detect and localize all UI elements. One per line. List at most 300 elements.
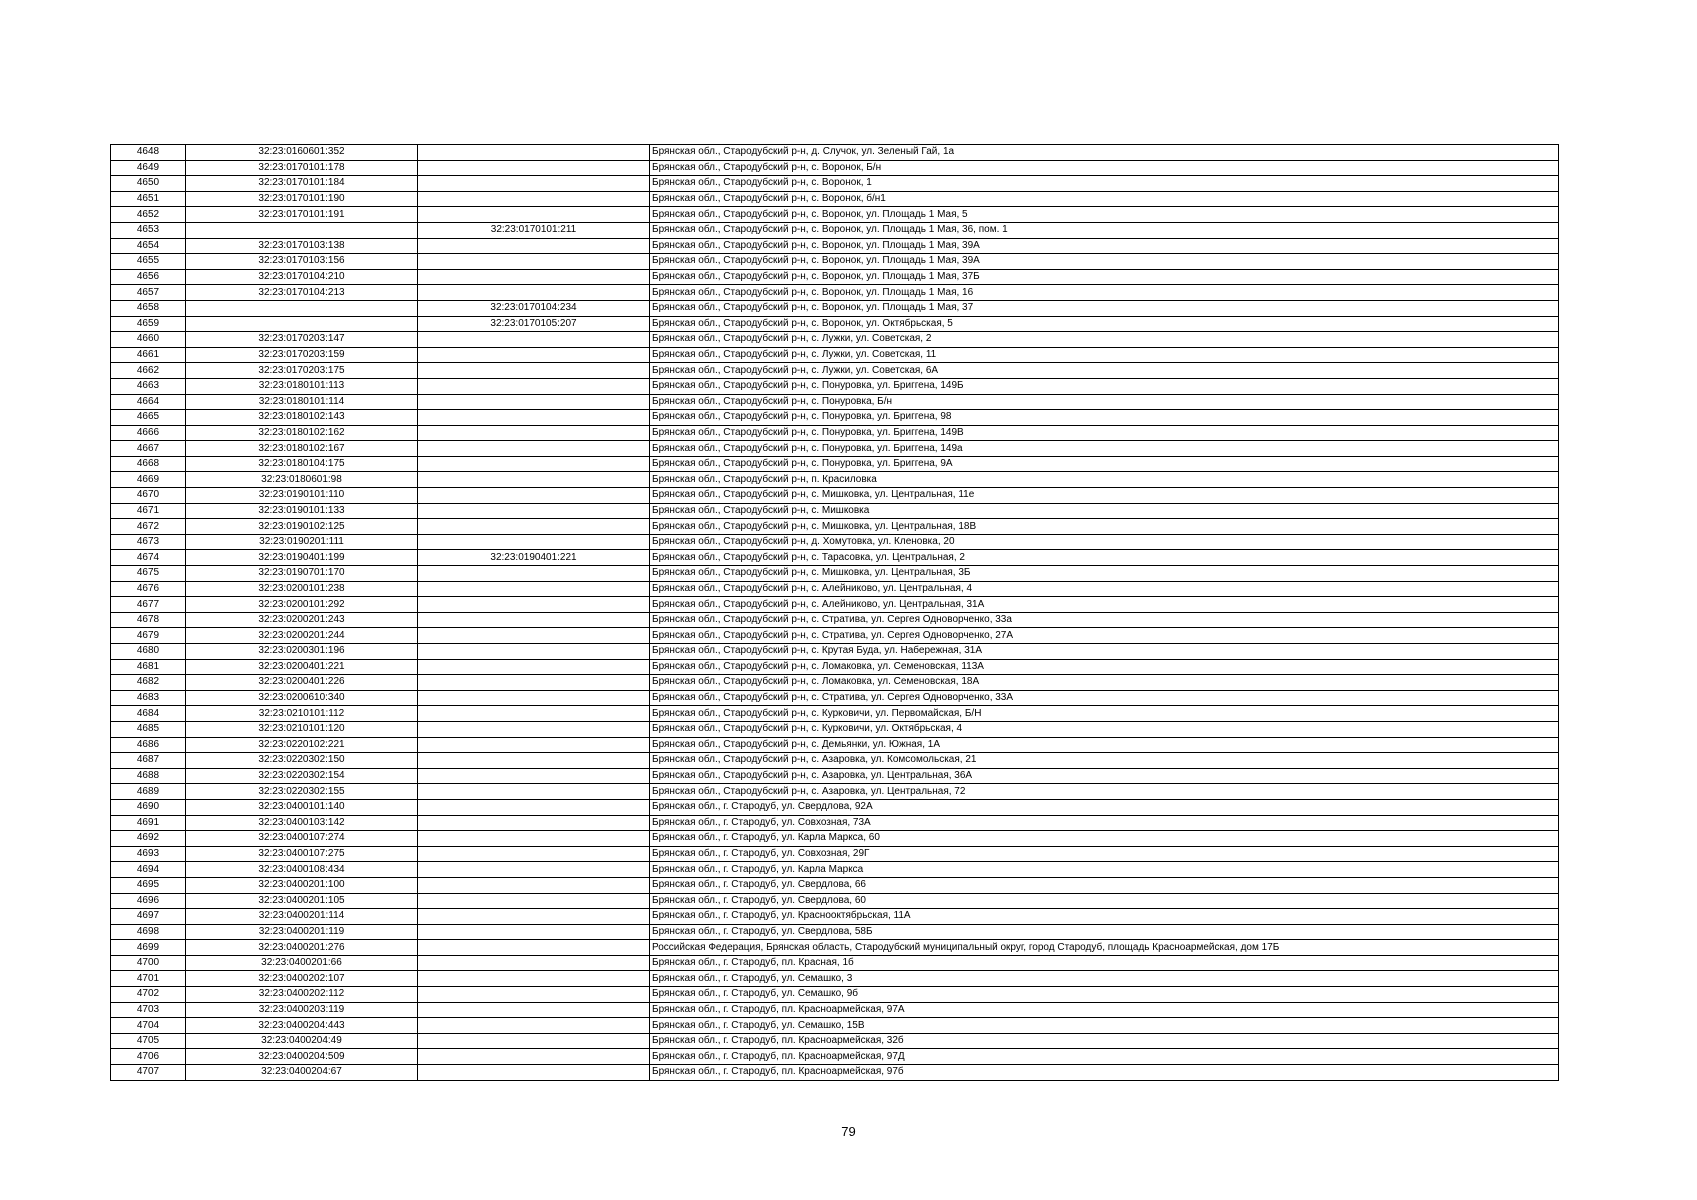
- row-number-cell: 4676: [111, 581, 186, 597]
- cadastral-number-cell: 32:23:0180102:143: [186, 410, 418, 426]
- table-row: [111, 1018, 1559, 1034]
- row-number-cell: 4679: [111, 628, 186, 644]
- table-row: [111, 924, 1559, 940]
- address-cell: Брянская обл., г. Стародуб, пл. Красноармейская, 32б: [650, 1033, 1559, 1049]
- related-cadastral-number-cell: [418, 207, 650, 223]
- row-number-cell: 4686: [111, 737, 186, 753]
- address-cell: Брянская обл., г. Стародуб, ул. Совхозная, 29Г: [650, 846, 1559, 862]
- row-number-cell: 4653: [111, 222, 186, 238]
- cadastral-number-cell: 32:23:0400203:119: [186, 1002, 418, 1018]
- row-number-cell: 4690: [111, 799, 186, 815]
- row-number-cell: 4670: [111, 488, 186, 504]
- related-cadastral-number-cell: [418, 768, 650, 784]
- table-row: [111, 955, 1559, 971]
- table-row: [111, 332, 1559, 348]
- address-cell: Брянская обл., Стародубский р-н, с. Крутая Буда, ул. Набережная, 31А: [650, 644, 1559, 660]
- related-cadastral-number-cell: [418, 644, 650, 660]
- cadastral-number-cell: 32:23:0180101:114: [186, 394, 418, 410]
- address-cell: Брянская обл., Стародубский р-н, с. Азаровка, ул. Центральная, 36А: [650, 768, 1559, 784]
- address-cell: Брянская обл., г. Стародуб, пл. Красноармейская, 97б: [650, 1065, 1559, 1081]
- table-row: [111, 191, 1559, 207]
- address-cell: Брянская обл., Стародубский р-н, с. Ломаковка, ул. Семеновская, 18А: [650, 675, 1559, 691]
- table-row: [111, 721, 1559, 737]
- table-row: [111, 1033, 1559, 1049]
- address-cell: Брянская обл., г. Стародуб, ул. Свердлова, 58Б: [650, 924, 1559, 940]
- related-cadastral-number-cell: [418, 534, 650, 550]
- table-row: [111, 846, 1559, 862]
- row-number-cell: 4685: [111, 721, 186, 737]
- table-row: [111, 534, 1559, 550]
- row-number-cell: 4656: [111, 269, 186, 285]
- address-cell: Брянская обл., Стародубский р-н, с. Воронок, б/н1: [650, 191, 1559, 207]
- address-cell: Брянская обл., Стародубский р-н, с. Курковичи, ул. Первомайская, Б/Н: [650, 706, 1559, 722]
- address-cell: Брянская обл., Стародубский р-н, п. Красиловка: [650, 472, 1559, 488]
- table-row: [111, 581, 1559, 597]
- cadastral-number-cell: 32:23:0190101:133: [186, 503, 418, 519]
- cadastral-number-cell: [186, 222, 418, 238]
- row-number-cell: 4660: [111, 332, 186, 348]
- table-row: [111, 831, 1559, 847]
- address-cell: Брянская обл., Стародубский р-н, с. Стратива, ул. Сергея Одноворченко, 33а: [650, 612, 1559, 628]
- related-cadastral-number-cell: [418, 675, 650, 691]
- table-row: [111, 940, 1559, 956]
- table-row: [111, 737, 1559, 753]
- address-cell: Брянская обл., Стародубский р-н, с. Воронок, ул. Площадь 1 Мая, 37Б: [650, 269, 1559, 285]
- table-row: [111, 394, 1559, 410]
- row-number-cell: 4688: [111, 768, 186, 784]
- related-cadastral-number-cell: [418, 628, 650, 644]
- row-number-cell: 4681: [111, 659, 186, 675]
- cadastral-number-cell: 32:23:0200401:221: [186, 659, 418, 675]
- related-cadastral-number-cell: [418, 441, 650, 457]
- related-cadastral-number-cell: 32:23:0190401:221: [418, 550, 650, 566]
- cadastral-number-cell: 32:23:0400201:105: [186, 893, 418, 909]
- related-cadastral-number-cell: [418, 347, 650, 363]
- address-cell: Брянская обл., Стародубский р-н, с. Курковичи, ул. Октябрьская, 4: [650, 721, 1559, 737]
- address-cell: Брянская обл., Стародубский р-н, с. Воронок, ул. Площадь 1 Мая, 37: [650, 300, 1559, 316]
- cadastral-number-cell: 32:23:0170104:213: [186, 285, 418, 301]
- row-number-cell: 4672: [111, 519, 186, 535]
- related-cadastral-number-cell: [418, 378, 650, 394]
- table-row: [111, 378, 1559, 394]
- table-row: [111, 425, 1559, 441]
- cadastral-number-cell: 32:23:0170101:184: [186, 176, 418, 192]
- row-number-cell: 4667: [111, 441, 186, 457]
- table-row: [111, 815, 1559, 831]
- cadastral-number-cell: 32:23:0190401:199: [186, 550, 418, 566]
- row-number-cell: 4702: [111, 987, 186, 1003]
- row-number-cell: 4678: [111, 612, 186, 628]
- table-row: [111, 1002, 1559, 1018]
- address-cell: Брянская обл., Стародубский р-н, д. Хомутовка, ул. Кленовка, 20: [650, 534, 1559, 550]
- table-row: [111, 799, 1559, 815]
- table-row: [111, 145, 1559, 161]
- address-cell: Брянская обл., г. Стародуб, ул. Семашко, 15В: [650, 1018, 1559, 1034]
- related-cadastral-number-cell: [418, 893, 650, 909]
- address-cell: Брянская обл., Стародубский р-н, с. Понуровка, ул. Бриггена, 9А: [650, 456, 1559, 472]
- row-number-cell: 4693: [111, 846, 186, 862]
- cadastral-number-cell: 32:23:0400202:107: [186, 971, 418, 987]
- address-cell: Брянская обл., г. Стародуб, ул. Семашко, 3: [650, 971, 1559, 987]
- table-row: [111, 269, 1559, 285]
- related-cadastral-number-cell: [418, 612, 650, 628]
- related-cadastral-number-cell: [418, 940, 650, 956]
- address-cell: Брянская обл., Стародубский р-н, с. Мишковка, ул. Центральная, 18В: [650, 519, 1559, 535]
- cadastral-number-cell: 32:23:0220302:154: [186, 768, 418, 784]
- related-cadastral-number-cell: [418, 176, 650, 192]
- row-number-cell: 4692: [111, 831, 186, 847]
- table-row: [111, 675, 1559, 691]
- cadastral-number-cell: 32:23:0170203:175: [186, 363, 418, 379]
- table-row: [111, 519, 1559, 535]
- related-cadastral-number-cell: [418, 909, 650, 925]
- table-row: [111, 363, 1559, 379]
- row-number-cell: 4655: [111, 254, 186, 270]
- table-row: [111, 1065, 1559, 1081]
- related-cadastral-number-cell: [418, 269, 650, 285]
- table-row: [111, 207, 1559, 223]
- row-number-cell: 4649: [111, 160, 186, 176]
- address-cell: Брянская обл., Стародубский р-н, с. Азаровка, ул. Комсомольская, 21: [650, 753, 1559, 769]
- address-cell: Брянская обл., Стародубский р-н, с. Мишковка, ул. Центральная, 11е: [650, 488, 1559, 504]
- table-row: [111, 410, 1559, 426]
- related-cadastral-number-cell: [418, 160, 650, 176]
- related-cadastral-number-cell: [418, 503, 650, 519]
- cadastral-number-cell: [186, 300, 418, 316]
- row-number-cell: 4674: [111, 550, 186, 566]
- cadastral-number-cell: 32:23:0400107:274: [186, 831, 418, 847]
- related-cadastral-number-cell: [418, 519, 650, 535]
- address-cell: Брянская обл., Стародубский р-н, с. Воронок, ул. Площадь 1 Мая, 36, пом. 1: [650, 222, 1559, 238]
- cadastral-number-cell: 32:23:0400201:119: [186, 924, 418, 940]
- related-cadastral-number-cell: [418, 394, 650, 410]
- row-number-cell: 4697: [111, 909, 186, 925]
- cadastral-number-cell: 32:23:0180101:113: [186, 378, 418, 394]
- row-number-cell: 4699: [111, 940, 186, 956]
- row-number-cell: 4700: [111, 955, 186, 971]
- cadastral-number-cell: 32:23:0180102:167: [186, 441, 418, 457]
- address-cell: Брянская обл., Стародубский р-н, с. Понуровка, ул. Бриггена, 98: [650, 410, 1559, 426]
- table-row: [111, 254, 1559, 270]
- table-row: [111, 285, 1559, 301]
- row-number-cell: 4671: [111, 503, 186, 519]
- address-cell: Брянская обл., г. Стародуб, ул. Свердлова, 66: [650, 877, 1559, 893]
- related-cadastral-number-cell: [418, 955, 650, 971]
- row-number-cell: 4658: [111, 300, 186, 316]
- related-cadastral-number-cell: [418, 846, 650, 862]
- table-row: [111, 877, 1559, 893]
- table-row: [111, 1049, 1559, 1065]
- row-number-cell: 4695: [111, 877, 186, 893]
- row-number-cell: 4704: [111, 1018, 186, 1034]
- row-number-cell: 4654: [111, 238, 186, 254]
- cadastral-number-cell: 32:23:0210101:120: [186, 721, 418, 737]
- table-row: [111, 300, 1559, 316]
- table-row: [111, 706, 1559, 722]
- table-row: [111, 222, 1559, 238]
- row-number-cell: 4661: [111, 347, 186, 363]
- related-cadastral-number-cell: [418, 862, 650, 878]
- cadastral-number-cell: 32:23:0190701:170: [186, 566, 418, 582]
- cadastral-number-cell: 32:23:0400204:443: [186, 1018, 418, 1034]
- row-number-cell: 4696: [111, 893, 186, 909]
- related-cadastral-number-cell: 32:23:0170105:207: [418, 316, 650, 332]
- cadastral-number-cell: 32:23:0170101:190: [186, 191, 418, 207]
- cadastral-number-cell: 32:23:0170203:147: [186, 332, 418, 348]
- address-cell: Брянская обл., Стародубский р-н, с. Тарасовка, ул. Центральная, 2: [650, 550, 1559, 566]
- row-number-cell: 4687: [111, 753, 186, 769]
- table-row: [111, 316, 1559, 332]
- address-cell: Брянская обл., г. Стародуб, пл. Красноармейская, 97Д: [650, 1049, 1559, 1065]
- related-cadastral-number-cell: [418, 737, 650, 753]
- cadastral-number-cell: 32:23:0400204:509: [186, 1049, 418, 1065]
- address-cell: Брянская обл., Стародубский р-н, с. Понуровка, ул. Бриггена, 149В: [650, 425, 1559, 441]
- address-cell: Брянская обл., Стародубский р-н, с. Воронок, ул. Площадь 1 Мая, 39А: [650, 254, 1559, 270]
- related-cadastral-number-cell: [418, 706, 650, 722]
- cadastral-number-cell: 32:23:0180601:98: [186, 472, 418, 488]
- address-cell: Брянская обл., г. Стародуб, ул. Карла Маркса: [650, 862, 1559, 878]
- table-row: [111, 550, 1559, 566]
- row-number-cell: 4682: [111, 675, 186, 691]
- table-row: [111, 441, 1559, 457]
- address-cell: Брянская обл., Стародубский р-н, с. Ломаковка, ул. Семеновская, 113А: [650, 659, 1559, 675]
- related-cadastral-number-cell: [418, 191, 650, 207]
- table-row: [111, 987, 1559, 1003]
- cadastral-number-cell: 32:23:0200301:196: [186, 644, 418, 660]
- table-row: [111, 472, 1559, 488]
- row-number-cell: 4680: [111, 644, 186, 660]
- cadastral-number-cell: 32:23:0400201:100: [186, 877, 418, 893]
- cadastral-number-cell: 32:23:0400108:434: [186, 862, 418, 878]
- table-row: [111, 488, 1559, 504]
- address-cell: Брянская обл., Стародубский р-н, с. Понуровка, ул. Бриггена, 149Б: [650, 378, 1559, 394]
- table-row: [111, 456, 1559, 472]
- related-cadastral-number-cell: [418, 425, 650, 441]
- address-cell: Брянская обл., г. Стародуб, ул. Семашко, 9б: [650, 987, 1559, 1003]
- related-cadastral-number-cell: [418, 971, 650, 987]
- related-cadastral-number-cell: 32:23:0170104:234: [418, 300, 650, 316]
- row-number-cell: 4659: [111, 316, 186, 332]
- registry-table: [110, 144, 1559, 1081]
- related-cadastral-number-cell: [418, 1002, 650, 1018]
- row-number-cell: 4648: [111, 145, 186, 161]
- row-number-cell: 4683: [111, 690, 186, 706]
- related-cadastral-number-cell: [418, 799, 650, 815]
- row-number-cell: 4651: [111, 191, 186, 207]
- row-number-cell: 4664: [111, 394, 186, 410]
- table-row: [111, 628, 1559, 644]
- row-number-cell: 4669: [111, 472, 186, 488]
- table-row: [111, 644, 1559, 660]
- table-row: [111, 862, 1559, 878]
- related-cadastral-number-cell: [418, 1065, 650, 1081]
- address-cell: Брянская обл., Стародубский р-н, с. Алейниково, ул. Центральная, 31А: [650, 597, 1559, 613]
- cadastral-number-cell: 32:23:0170104:210: [186, 269, 418, 285]
- registry-table-body: [111, 145, 1559, 1081]
- address-cell: Российская Федерация, Брянская область, Стародубский муниципальный округ, город Стародуб, площадь Красноармейская, дом 17Б: [650, 940, 1559, 956]
- related-cadastral-number-cell: [418, 597, 650, 613]
- related-cadastral-number-cell: [418, 924, 650, 940]
- table-row: [111, 612, 1559, 628]
- row-number-cell: 4657: [111, 285, 186, 301]
- cadastral-number-cell: 32:23:0200201:243: [186, 612, 418, 628]
- row-number-cell: 4673: [111, 534, 186, 550]
- row-number-cell: 4665: [111, 410, 186, 426]
- address-cell: Брянская обл., Стародубский р-н, с. Демьянки, ул. Южная, 1А: [650, 737, 1559, 753]
- address-cell: Брянская обл., Стародубский р-н, с. Понуровка, Б/н: [650, 394, 1559, 410]
- row-number-cell: 4663: [111, 378, 186, 394]
- row-number-cell: 4706: [111, 1049, 186, 1065]
- address-cell: Брянская обл., Стародубский р-н, с. Алейниково, ул. Центральная, 4: [650, 581, 1559, 597]
- related-cadastral-number-cell: [418, 831, 650, 847]
- related-cadastral-number-cell: [418, 815, 650, 831]
- table-row: [111, 176, 1559, 192]
- address-cell: Брянская обл., г. Стародуб, пл. Красная, 1б: [650, 955, 1559, 971]
- address-cell: Брянская обл., Стародубский р-н, с. Воронок, ул. Площадь 1 Мая, 39А: [650, 238, 1559, 254]
- row-number-cell: 4677: [111, 597, 186, 613]
- cadastral-number-cell: 32:23:0190101:110: [186, 488, 418, 504]
- related-cadastral-number-cell: [418, 472, 650, 488]
- address-cell: Брянская обл., г. Стародуб, ул. Совхозная, 73А: [650, 815, 1559, 831]
- related-cadastral-number-cell: [418, 721, 650, 737]
- cadastral-number-cell: 32:23:0170101:178: [186, 160, 418, 176]
- related-cadastral-number-cell: [418, 566, 650, 582]
- table-row: [111, 503, 1559, 519]
- address-cell: Брянская обл., Стародубский р-н, с. Воронок, Б/н: [650, 160, 1559, 176]
- address-cell: Брянская обл., Стародубский р-н, с. Мишковка: [650, 503, 1559, 519]
- related-cadastral-number-cell: [418, 659, 650, 675]
- table-row: [111, 971, 1559, 987]
- row-number-cell: 4666: [111, 425, 186, 441]
- cadastral-number-cell: 32:23:0180102:162: [186, 425, 418, 441]
- table-row: [111, 768, 1559, 784]
- address-cell: Брянская обл., Стародубский р-н, с. Мишковка, ул. Центральная, 3Б: [650, 566, 1559, 582]
- cadastral-number-cell: 32:23:0400204:67: [186, 1065, 418, 1081]
- row-number-cell: 4707: [111, 1065, 186, 1081]
- table-row: [111, 597, 1559, 613]
- cadastral-number-cell: 32:23:0400101:140: [186, 799, 418, 815]
- related-cadastral-number-cell: [418, 753, 650, 769]
- related-cadastral-number-cell: [418, 285, 650, 301]
- table-row: [111, 347, 1559, 363]
- related-cadastral-number-cell: [418, 332, 650, 348]
- cadastral-number-cell: 32:23:0220102:221: [186, 737, 418, 753]
- row-number-cell: 4701: [111, 971, 186, 987]
- row-number-cell: 4689: [111, 784, 186, 800]
- address-cell: Брянская обл., Стародубский р-н, с. Понуровка, ул. Бриггена, 149а: [650, 441, 1559, 457]
- cadastral-number-cell: 32:23:0400204:49: [186, 1033, 418, 1049]
- address-cell: Брянская обл., г. Стародуб, ул. Свердлова, 60: [650, 893, 1559, 909]
- address-cell: Брянская обл., г. Стародуб, пл. Красноармейская, 97А: [650, 1002, 1559, 1018]
- table-row: [111, 566, 1559, 582]
- row-number-cell: 4652: [111, 207, 186, 223]
- cadastral-number-cell: 32:23:0190102:125: [186, 519, 418, 535]
- cadastral-number-cell: 32:23:0400107:275: [186, 846, 418, 862]
- row-number-cell: 4650: [111, 176, 186, 192]
- cadastral-number-cell: 32:23:0170103:156: [186, 254, 418, 270]
- row-number-cell: 4668: [111, 456, 186, 472]
- related-cadastral-number-cell: [418, 145, 650, 161]
- related-cadastral-number-cell: [418, 1018, 650, 1034]
- related-cadastral-number-cell: [418, 581, 650, 597]
- cadastral-number-cell: 32:23:0180104:175: [186, 456, 418, 472]
- related-cadastral-number-cell: [418, 363, 650, 379]
- cadastral-number-cell: 32:23:0400202:112: [186, 987, 418, 1003]
- address-cell: Брянская обл., г. Стародуб, ул. Свердлова, 92А: [650, 799, 1559, 815]
- address-cell: Брянская обл., Стародубский р-н, с. Воронок, 1: [650, 176, 1559, 192]
- address-cell: Брянская обл., Стародубский р-н, с. Воронок, ул. Площадь 1 Мая, 5: [650, 207, 1559, 223]
- address-cell: Брянская обл., Стародубский р-н, с. Воронок, ул. Площадь 1 Мая, 16: [650, 285, 1559, 301]
- row-number-cell: 4684: [111, 706, 186, 722]
- table-row: [111, 784, 1559, 800]
- row-number-cell: 4698: [111, 924, 186, 940]
- related-cadastral-number-cell: 32:23:0170101:211: [418, 222, 650, 238]
- cadastral-number-cell: 32:23:0200101:238: [186, 581, 418, 597]
- table-row: [111, 690, 1559, 706]
- cadastral-number-cell: 32:23:0400201:114: [186, 909, 418, 925]
- cadastral-number-cell: 32:23:0200401:226: [186, 675, 418, 691]
- cadastral-number-cell: 32:23:0170203:159: [186, 347, 418, 363]
- cadastral-number-cell: 32:23:0160601:352: [186, 145, 418, 161]
- cadastral-number-cell: 32:23:0400201:276: [186, 940, 418, 956]
- cadastral-number-cell: 32:23:0200101:292: [186, 597, 418, 613]
- cadastral-number-cell: 32:23:0170103:138: [186, 238, 418, 254]
- related-cadastral-number-cell: [418, 784, 650, 800]
- cadastral-number-cell: [186, 316, 418, 332]
- address-cell: Брянская обл., Стародубский р-н, с. Лужки, ул. Советская, 11: [650, 347, 1559, 363]
- table-row: [111, 160, 1559, 176]
- related-cadastral-number-cell: [418, 410, 650, 426]
- cadastral-number-cell: 32:23:0190201:111: [186, 534, 418, 550]
- cadastral-number-cell: 32:23:0400201:66: [186, 955, 418, 971]
- address-cell: Брянская обл., Стародубский р-н, с. Стратива, ул. Сергея Одноворченко, 27А: [650, 628, 1559, 644]
- address-cell: Брянская обл., Стародубский р-н, д. Случок, ул. Зеленый Гай, 1а: [650, 145, 1559, 161]
- cadastral-number-cell: 32:23:0200201:244: [186, 628, 418, 644]
- address-cell: Брянская обл., г. Стародуб, ул. Карла Маркса, 60: [650, 831, 1559, 847]
- related-cadastral-number-cell: [418, 254, 650, 270]
- row-number-cell: 4703: [111, 1002, 186, 1018]
- address-cell: Брянская обл., г. Стародуб, ул. Краснооктябрьская, 11А: [650, 909, 1559, 925]
- cadastral-number-cell: 32:23:0170101:191: [186, 207, 418, 223]
- address-cell: Брянская обл., Стародубский р-н, с. Стратива, ул. Сергея Одноворченко, 33А: [650, 690, 1559, 706]
- address-cell: Брянская обл., Стародубский р-н, с. Лужки, ул. Советская, 2: [650, 332, 1559, 348]
- cadastral-number-cell: 32:23:0210101:112: [186, 706, 418, 722]
- related-cadastral-number-cell: [418, 987, 650, 1003]
- related-cadastral-number-cell: [418, 690, 650, 706]
- page-number: 79: [841, 1124, 856, 1139]
- table-row: [111, 893, 1559, 909]
- related-cadastral-number-cell: [418, 488, 650, 504]
- address-cell: Брянская обл., Стародубский р-н, с. Воронок, ул. Октябрьская, 5: [650, 316, 1559, 332]
- related-cadastral-number-cell: [418, 456, 650, 472]
- cadastral-number-cell: 32:23:0200610:340: [186, 690, 418, 706]
- table-row: [111, 753, 1559, 769]
- related-cadastral-number-cell: [418, 1049, 650, 1065]
- row-number-cell: 4675: [111, 566, 186, 582]
- table-row: [111, 909, 1559, 925]
- address-cell: Брянская обл., Стародубский р-н, с. Азаровка, ул. Центральная, 72: [650, 784, 1559, 800]
- row-number-cell: 4662: [111, 363, 186, 379]
- table-row: [111, 238, 1559, 254]
- row-number-cell: 4694: [111, 862, 186, 878]
- cadastral-number-cell: 32:23:0220302:150: [186, 753, 418, 769]
- table-row: [111, 659, 1559, 675]
- cadastral-number-cell: 32:23:0220302:155: [186, 784, 418, 800]
- row-number-cell: 4705: [111, 1033, 186, 1049]
- related-cadastral-number-cell: [418, 877, 650, 893]
- cadastral-number-cell: 32:23:0400103:142: [186, 815, 418, 831]
- related-cadastral-number-cell: [418, 1033, 650, 1049]
